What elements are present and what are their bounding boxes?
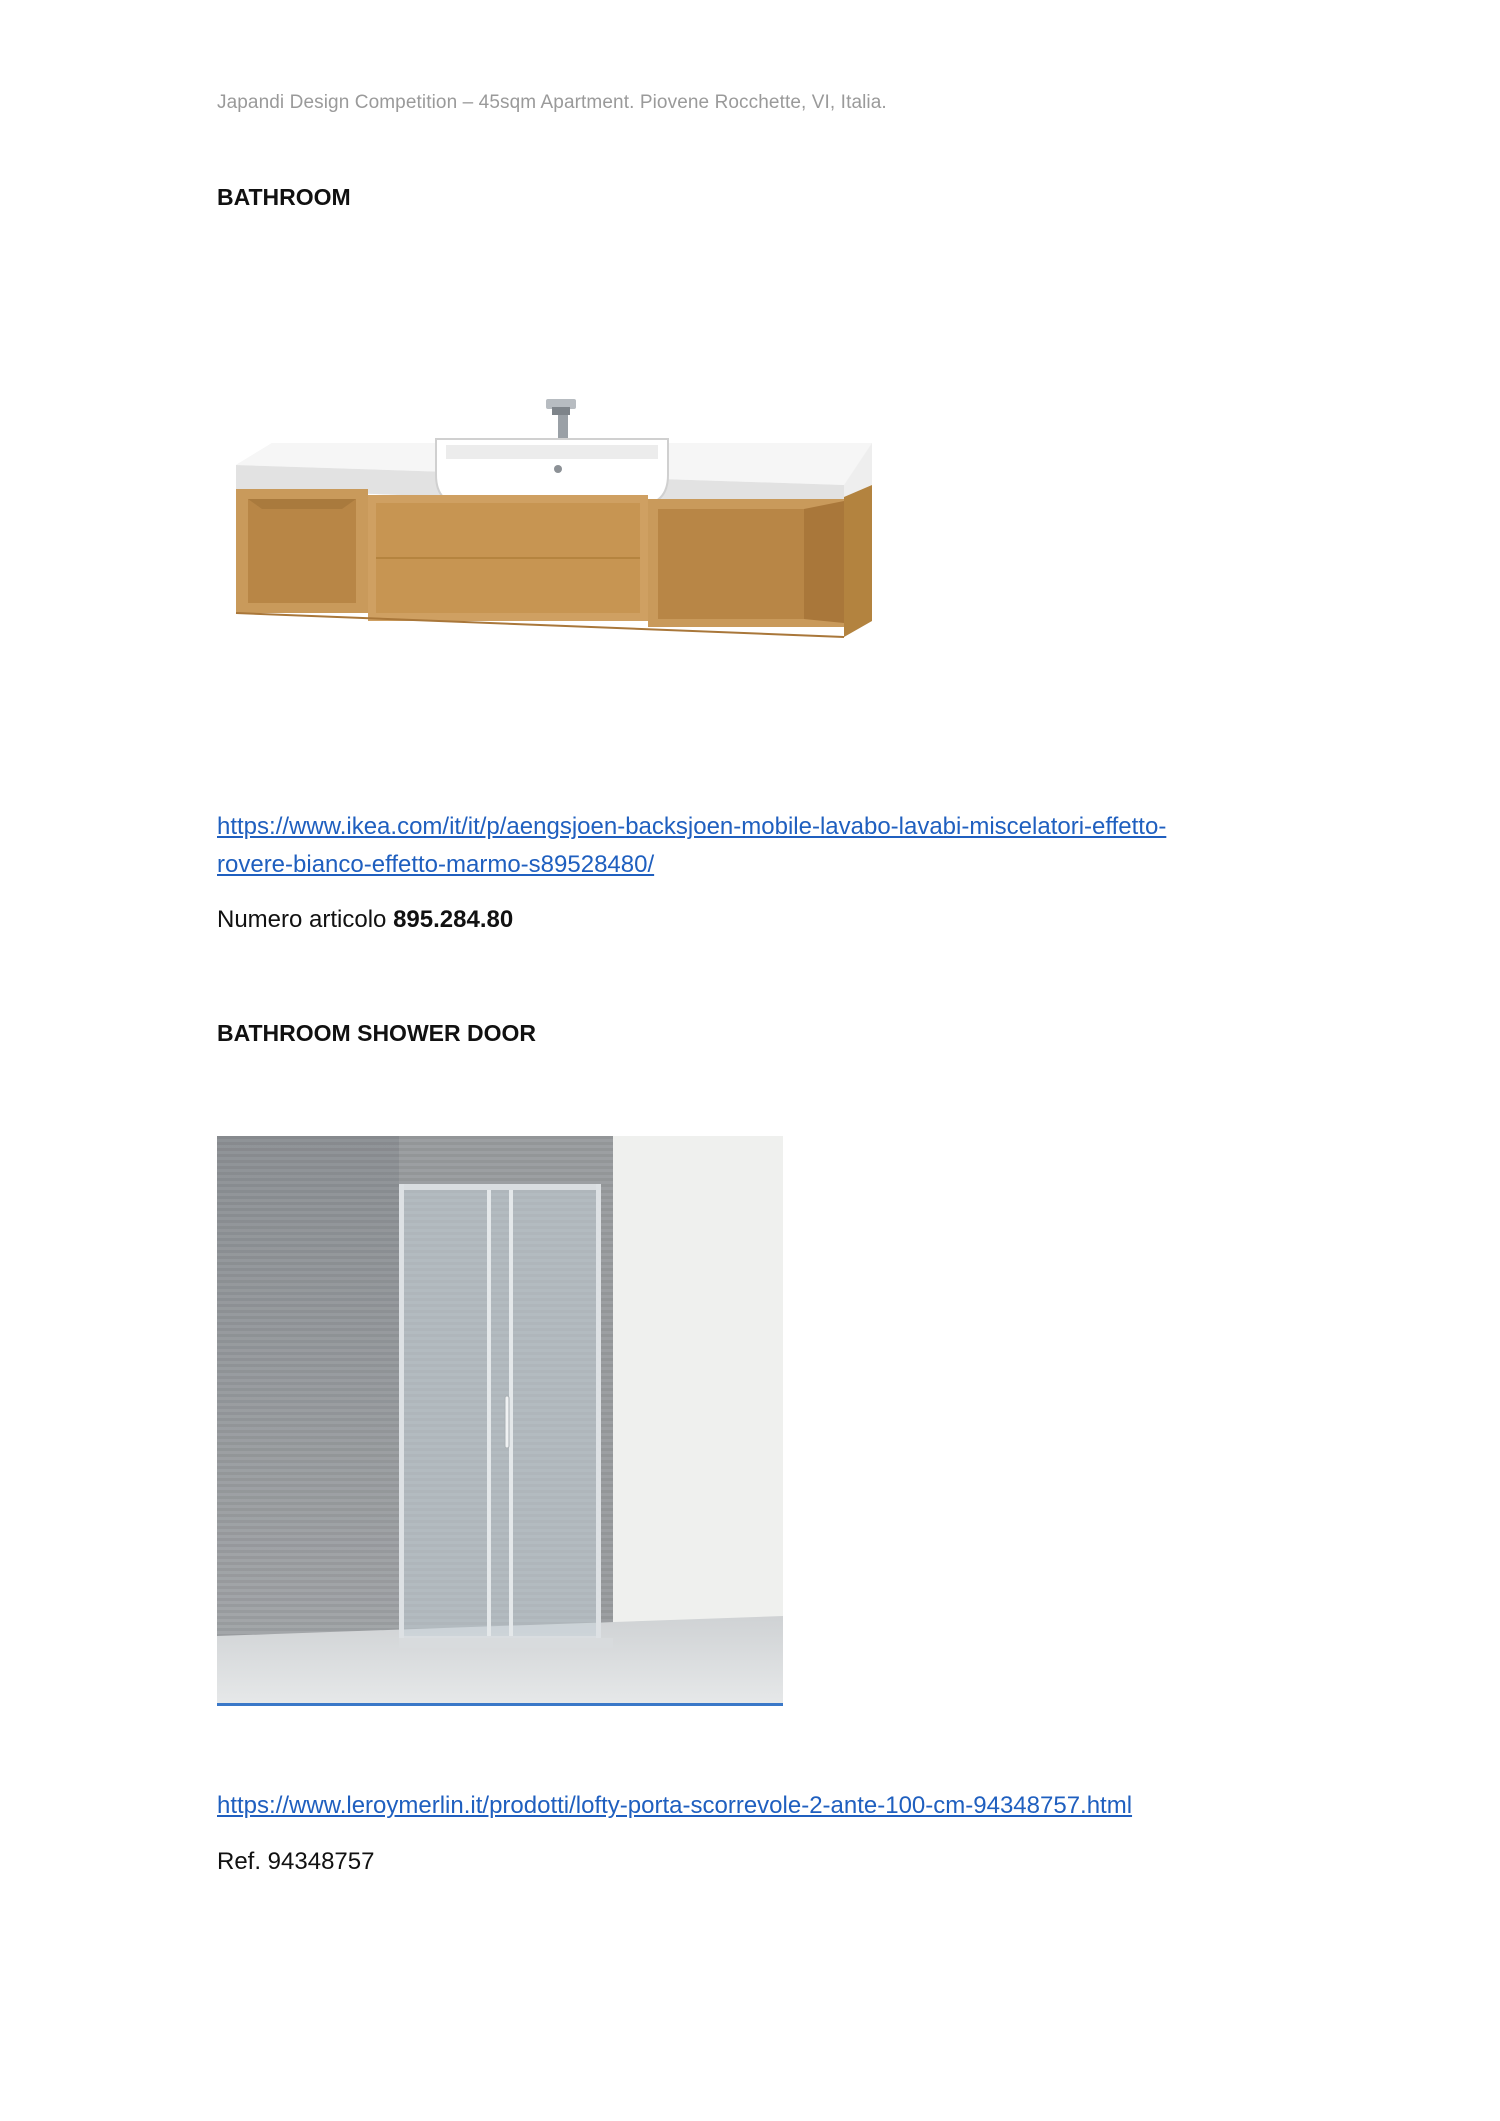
ikea-link-line-1[interactable]: https://www.ikea.com/it/it/p/aengsjoen-backsjoen-mobile-lavabo-lavabi-miscelatori-effetto- (217, 813, 1167, 840)
leroymerlin-link-line-1[interactable]: https://www.leroymerlin.it/prodotti/lofty-porta-scorrevole-2-ante-100-cm-94348757.html (217, 1792, 1133, 1819)
article-label: Numero articolo (217, 906, 394, 933)
section-title-bathroom: BATHROOM (217, 184, 351, 210)
page-header: Japandi Design Competition – 45sqm Apartment. Piovene Rocchette, VI, Italia. (217, 92, 887, 113)
ikea-article-number (217, 906, 513, 934)
ikea-link-line-2[interactable]: rovere-bianco-effetto-marmo-s89528480/ (217, 851, 655, 878)
bathroom-vanity-image (232, 385, 872, 685)
shower-door-ref: Ref. 94348757 (217, 1848, 375, 1875)
leroymerlin-product-link[interactable] (217, 1787, 1317, 1825)
ikea-product-link[interactable] (217, 808, 1317, 884)
shower-door-image (217, 1136, 783, 1704)
article-value: 895.284.80 (393, 906, 514, 933)
section-title-shower-door: BATHROOM SHOWER DOOR (217, 1020, 537, 1046)
image-link-underline (217, 1703, 783, 1706)
